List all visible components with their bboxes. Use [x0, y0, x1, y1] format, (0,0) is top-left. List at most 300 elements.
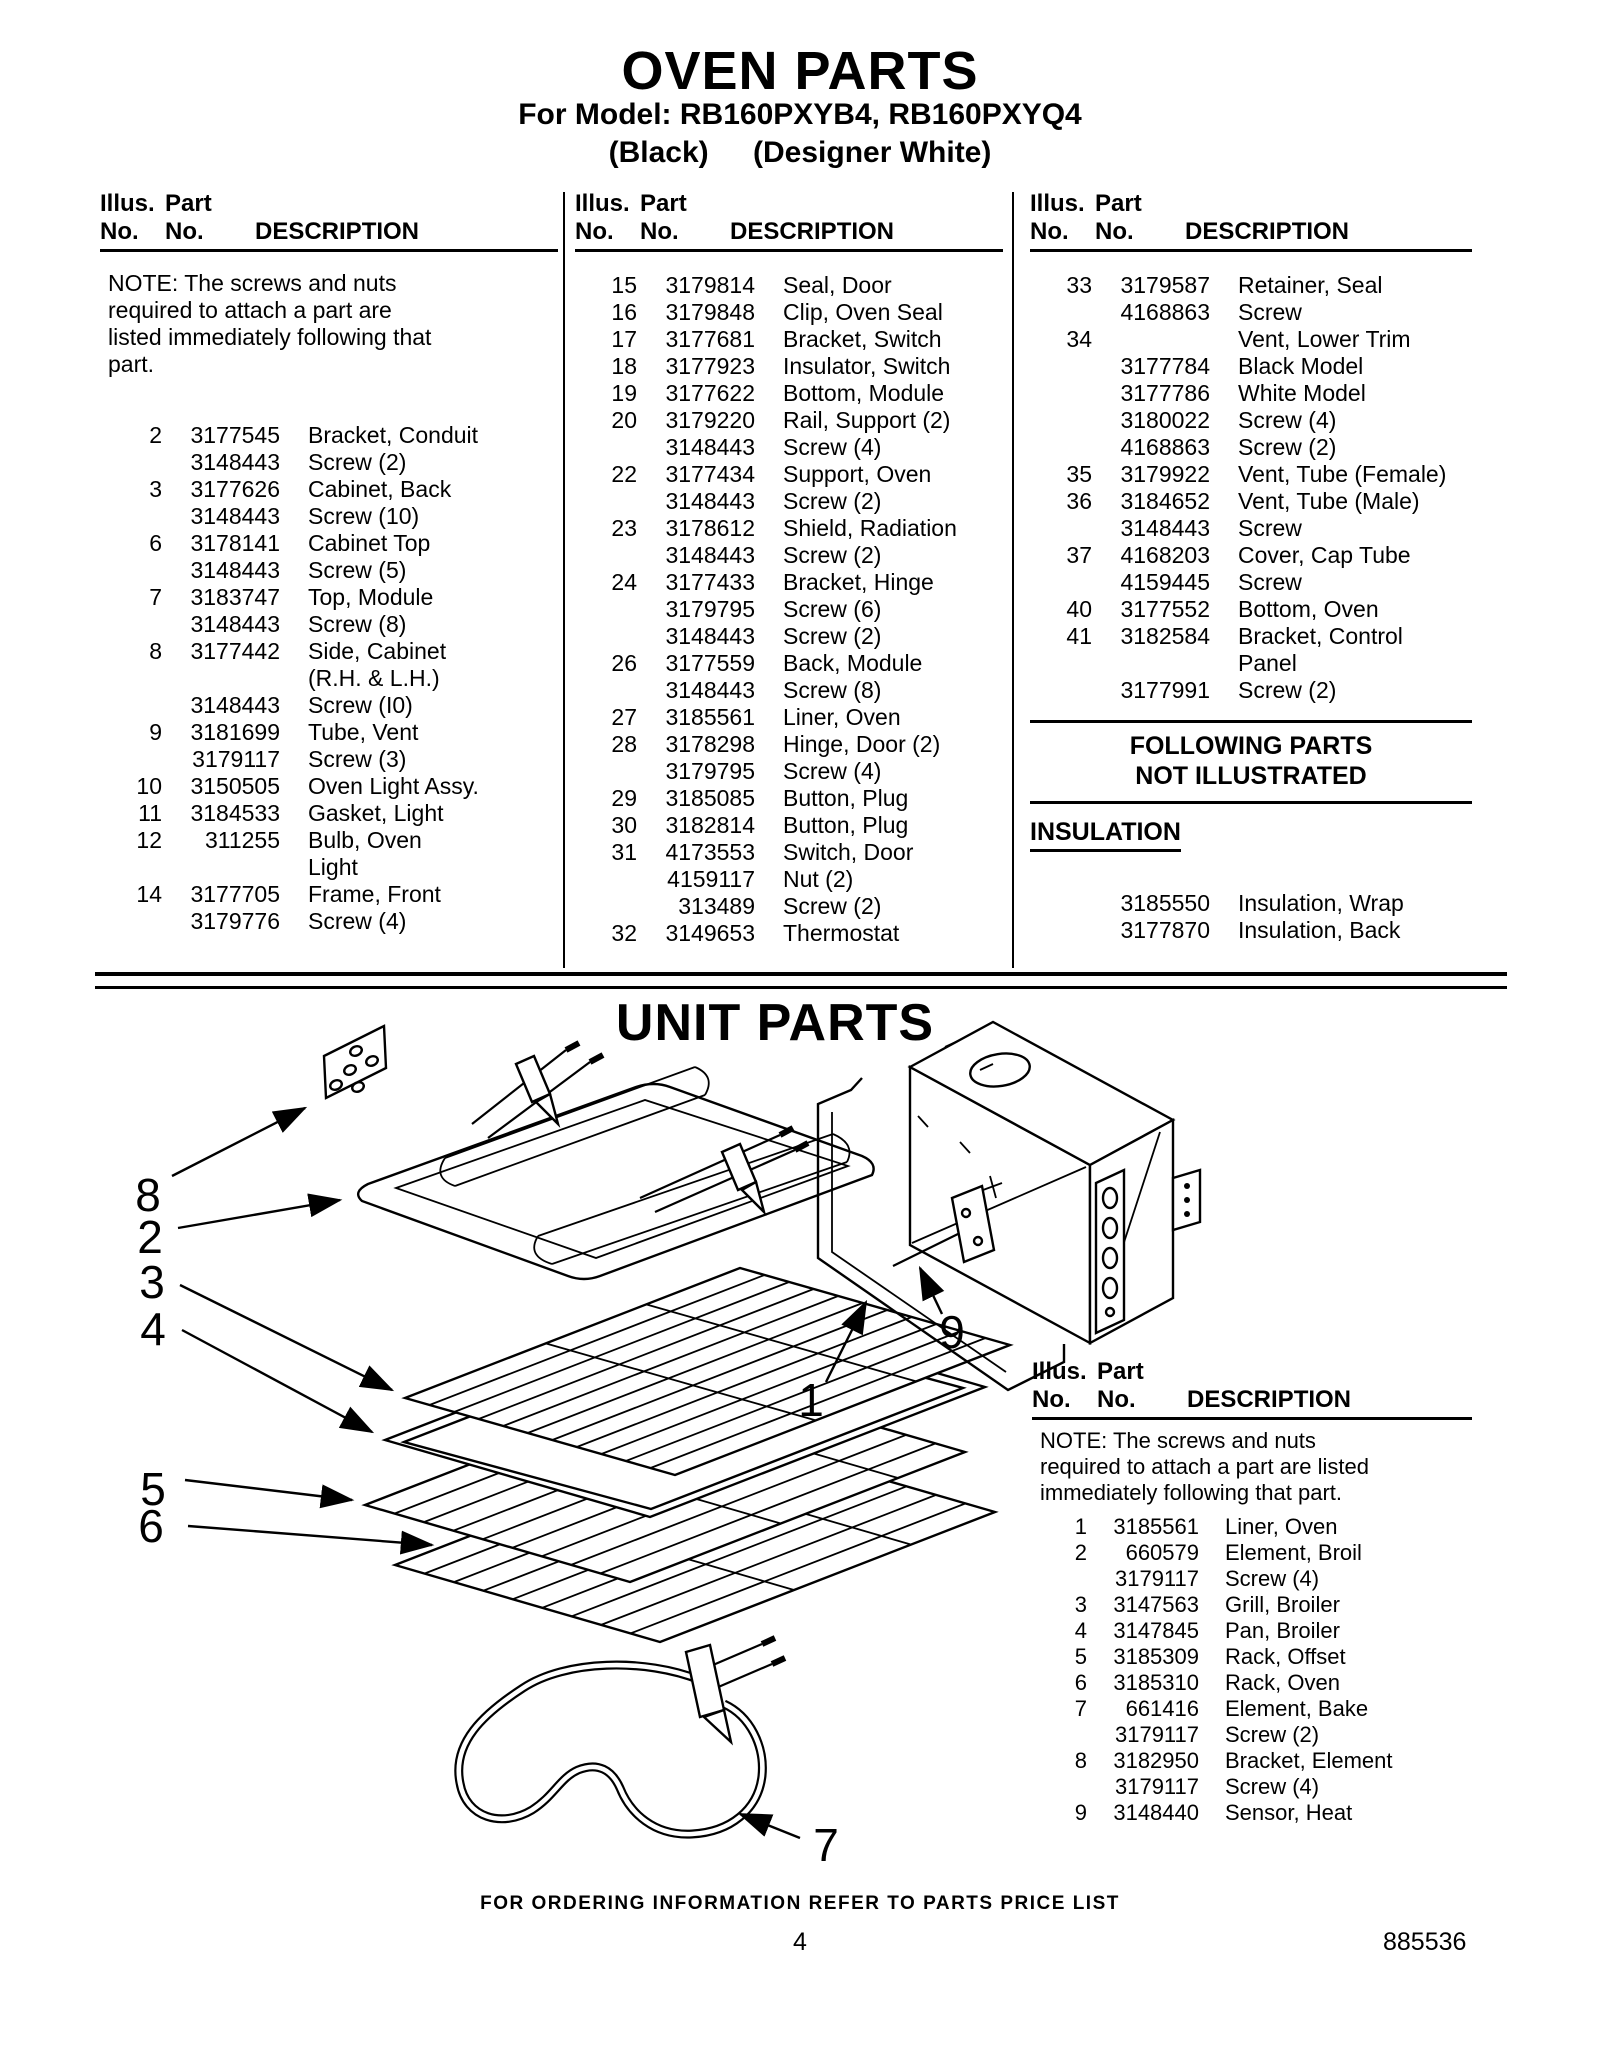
part-no-cell: 4159117: [667, 866, 755, 892]
illus-no-cell: [575, 542, 637, 569]
description-cell: Screw (4): [783, 434, 882, 460]
illus-no-cell: 22: [611, 461, 637, 487]
illus-no-cell: 7: [149, 584, 162, 610]
illus-no-cell: [100, 611, 162, 638]
variant-line: [0, 136, 1600, 170]
part-no-cell: 3179587: [1120, 272, 1210, 298]
parts-row: [100, 422, 558, 449]
part-no-cell: 3177991: [1120, 677, 1210, 703]
part-no-cell: 3185561: [665, 704, 755, 730]
part-no-cell: 4168863: [1120, 434, 1210, 460]
illus-no-cell: [100, 449, 162, 476]
part-no-cell: 3177433: [665, 569, 755, 595]
parts-rows: [575, 272, 1003, 947]
illus-no-cell: 15: [611, 272, 637, 298]
description-cell: Bracket, Control: [1238, 623, 1403, 649]
parts-row: [575, 272, 1003, 299]
part-no-cell: 3184652: [1120, 488, 1210, 514]
parts-row: [1030, 488, 1472, 515]
description-cell: Bracket, Conduit: [308, 422, 479, 448]
header-no: No.: [1030, 218, 1069, 245]
description-cell: Insulation, Back: [1238, 917, 1401, 943]
parts-row: [1032, 1722, 1472, 1748]
part-no-cell: 3150505: [190, 773, 280, 799]
parts-row: [575, 407, 1003, 434]
illus-no-cell: [1032, 1774, 1087, 1800]
description-cell: Bracket, Hinge: [783, 569, 934, 595]
parts-row: [575, 353, 1003, 380]
illus-no-cell: [575, 758, 637, 785]
parts-row: [1032, 1696, 1472, 1722]
illus-no-cell: 16: [611, 299, 637, 325]
description-cell: Rack, Oven: [1225, 1670, 1340, 1695]
parts-row: [575, 785, 1003, 812]
parts-row: [100, 665, 558, 692]
description-cell: Top, Module: [308, 584, 434, 610]
description-cell: Pan, Broiler: [1225, 1618, 1340, 1643]
parts-row: [575, 677, 1003, 704]
description-cell: Support, Oven: [783, 461, 932, 487]
diagram-label-8: 8: [135, 1169, 161, 1221]
parts-column-2: [575, 190, 1003, 947]
description-cell: Rail, Support (2): [783, 407, 951, 433]
table-header: [1030, 190, 1472, 252]
description-cell: Vent, Lower Trim: [1238, 326, 1411, 352]
header-no: No.: [640, 218, 679, 245]
description-cell: White Model: [1238, 380, 1366, 406]
parts-row: [1032, 1514, 1472, 1540]
part-no-cell: 3148443: [190, 611, 280, 637]
part-no-cell: 3179848: [665, 299, 755, 325]
insulation-heading: INSULATION: [1030, 818, 1181, 852]
header-illus: Illus.: [1032, 1358, 1087, 1385]
description-cell: Cabinet, Back: [308, 476, 452, 502]
page-number: 4: [793, 1928, 807, 1956]
header-description: DESCRIPTION: [730, 218, 895, 245]
parts-row: [1032, 1800, 1472, 1826]
illus-no-cell: [1030, 380, 1092, 407]
parts-row: [1030, 272, 1472, 299]
part-no-cell: 3179117: [1114, 1722, 1199, 1747]
part-no-cell: 3185550: [1120, 890, 1210, 916]
diagram-label-5: 5: [140, 1463, 166, 1515]
header-part: Part: [640, 190, 687, 217]
illus-no-cell: 35: [1066, 461, 1092, 487]
parts-row: [100, 719, 558, 746]
part-no-cell: 3177705: [190, 881, 280, 907]
part-no-cell: [1092, 650, 1210, 677]
illus-no-cell: [575, 434, 637, 461]
header-part: Part: [1095, 190, 1142, 217]
description-cell: Screw (2): [783, 542, 882, 568]
illus-no-cell: 33: [1066, 272, 1092, 298]
part-no-cell: [162, 854, 280, 881]
parts-row: [1030, 461, 1472, 488]
part-no-cell: 3179220: [665, 407, 755, 433]
part-no-cell: 3185310: [1113, 1670, 1199, 1695]
header-no: No.: [1095, 218, 1134, 245]
description-cell: Screw (2): [308, 449, 407, 475]
parts-row: [575, 839, 1003, 866]
illus-no-cell: 7: [1074, 1696, 1087, 1721]
illus-no-cell: [1030, 677, 1092, 704]
illus-no-cell: 3: [149, 476, 162, 502]
variant-white: (Designer White): [753, 136, 992, 169]
parts-row: [575, 623, 1003, 650]
ordering-note: FOR ORDERING INFORMATION REFER TO PARTS PRICE LIST: [480, 1893, 1120, 1914]
description-cell: Thermostat: [783, 920, 900, 946]
header-illus: Illus.: [100, 190, 155, 217]
parts-row: [1030, 890, 1472, 917]
description-cell: Frame, Front: [308, 881, 441, 907]
parts-column-1: [100, 190, 558, 935]
following-parts-line1: FOLLOWING PARTS: [1129, 732, 1373, 760]
illus-no-cell: [100, 746, 162, 773]
illus-no-cell: 41: [1066, 623, 1092, 649]
page-title: OVEN PARTS: [621, 41, 979, 101]
description-cell: Tube, Vent: [308, 719, 419, 745]
description-cell: Insulator, Switch: [783, 353, 951, 379]
illus-no-cell: [100, 908, 162, 935]
diagram-label-6: 6: [138, 1500, 164, 1552]
illus-no-cell: [575, 677, 637, 704]
illus-no-cell: 31: [611, 839, 637, 865]
description-cell: Screw (8): [308, 611, 407, 637]
part-no-cell: 3177559: [665, 650, 755, 676]
table-header: [100, 190, 558, 252]
part-no-cell: 3179117: [192, 746, 280, 772]
description-cell: Sensor, Heat: [1225, 1800, 1353, 1825]
parts-row: [100, 611, 558, 638]
illus-no-cell: 40: [1066, 596, 1092, 622]
part-no-cell: 313489: [678, 893, 755, 919]
header-no: No.: [165, 218, 204, 245]
description-cell: Liner, Oven: [1225, 1514, 1338, 1539]
section-rule: [95, 986, 1507, 989]
part-no-cell: 3148443: [665, 488, 755, 514]
illus-no-cell: [1030, 917, 1092, 944]
illus-no-cell: [575, 488, 637, 515]
note-text: NOTE: The screws and nuts required to attach a part are listed immediately following that part.: [108, 270, 432, 377]
part-no-cell: 3148443: [665, 623, 755, 649]
table-header: [1032, 1358, 1472, 1420]
part-no-cell: 3179922: [1120, 461, 1210, 487]
illus-no-cell: 26: [611, 650, 637, 676]
parts-row: [100, 449, 558, 476]
description-cell: Shield, Radiation: [783, 515, 957, 541]
description-cell: Bracket, Element: [1225, 1748, 1393, 1773]
description-cell: Screw (2): [1225, 1722, 1320, 1747]
illus-no-cell: 24: [611, 569, 637, 595]
description-cell: Panel: [1238, 650, 1297, 676]
description-cell: Screw (6): [783, 596, 882, 622]
part-no-cell: 3185561: [1113, 1514, 1199, 1539]
parts-row: [575, 758, 1003, 785]
illus-no-cell: [1030, 569, 1092, 596]
parts-row: [575, 704, 1003, 731]
diagram-label-4: 4: [140, 1303, 166, 1355]
illus-no-cell: 8: [149, 638, 162, 664]
parts-row: [575, 380, 1003, 407]
parts-row: [575, 434, 1003, 461]
description-cell: Black Model: [1238, 353, 1364, 379]
part-no-cell: 3182584: [1120, 623, 1210, 649]
illus-no-cell: 27: [611, 704, 637, 730]
illus-no-cell: 18: [611, 353, 637, 379]
description-cell: Screw (8): [783, 677, 882, 703]
parts-row: [1032, 1774, 1472, 1800]
description-cell: Bottom, Oven: [1238, 596, 1379, 622]
description-cell: Light: [308, 854, 358, 880]
diagram-label-3: 3: [139, 1256, 165, 1308]
insulation-rows: [1030, 890, 1472, 944]
parts-row: [100, 800, 558, 827]
description-cell: Screw (2): [783, 488, 882, 514]
part-no-cell: 3148440: [1113, 1800, 1199, 1825]
part-no-cell: 3178141: [190, 530, 280, 556]
parts-row: [1030, 677, 1472, 704]
parts-row: [575, 326, 1003, 353]
header-description: DESCRIPTION: [1185, 218, 1350, 245]
description-cell: Bottom, Module: [783, 380, 945, 406]
part-no-cell: 3179117: [1114, 1566, 1199, 1591]
parts-row: [575, 569, 1003, 596]
part-no-cell: 3178612: [665, 515, 755, 541]
part-no-cell: 3177681: [665, 326, 755, 352]
description-cell: Vent, Tube (Female): [1238, 461, 1447, 487]
illus-no-cell: 2: [1074, 1540, 1087, 1565]
header-part: Part: [1097, 1358, 1144, 1385]
description-cell: Element, Bake: [1225, 1696, 1369, 1721]
parts-row: [1032, 1618, 1472, 1644]
description-cell: (R.H. & L.H.): [308, 665, 440, 691]
part-no-cell: 660579: [1125, 1540, 1199, 1565]
illus-no-cell: [1032, 1566, 1087, 1592]
element-bracket-shape: [324, 1026, 386, 1098]
description-cell: Seal, Door: [783, 272, 892, 298]
parts-row: [100, 827, 558, 854]
part-no-cell: 3183747: [190, 584, 280, 610]
part-no-cell: 3148443: [190, 503, 280, 529]
part-no-cell: 3179795: [665, 758, 755, 784]
part-no-cell: 3177545: [190, 422, 280, 448]
description-cell: Screw (4): [783, 758, 882, 784]
illus-no-cell: 6: [1074, 1670, 1087, 1695]
part-no-cell: 3185085: [665, 785, 755, 811]
illus-no-cell: 37: [1066, 542, 1092, 568]
parts-row: [575, 488, 1003, 515]
header-part: Part: [165, 190, 212, 217]
parts-row: [1030, 407, 1472, 434]
part-no-cell: 3177434: [665, 461, 755, 487]
illus-no-cell: [1030, 407, 1092, 434]
parts-row: [1030, 917, 1472, 944]
illus-no-cell: [1030, 890, 1092, 917]
description-cell: Element, Broil: [1225, 1540, 1362, 1565]
part-no-cell: 3148443: [190, 557, 280, 583]
description-cell: Screw (2): [1238, 434, 1337, 460]
description-cell: Switch, Door: [783, 839, 914, 865]
illus-no-cell: 12: [136, 827, 162, 853]
description-cell: Screw: [1238, 515, 1302, 541]
header-no: No.: [575, 218, 614, 245]
parts-row: [100, 584, 558, 611]
part-no-cell: 3185309: [1113, 1644, 1199, 1669]
parts-row: [1030, 434, 1472, 461]
parts-row: [1032, 1670, 1472, 1696]
part-no-cell: 3177786: [1120, 380, 1210, 406]
description-cell: Gasket, Light: [308, 800, 444, 826]
parts-row: [1032, 1644, 1472, 1670]
broil-element-shape: [358, 1043, 873, 1279]
illus-no-cell: 10: [136, 773, 162, 799]
parts-row: [575, 650, 1003, 677]
illus-no-cell: 29: [611, 785, 637, 811]
parts-row: [1032, 1748, 1472, 1774]
description-cell: Hinge, Door (2): [783, 731, 941, 757]
illus-no-cell: [1030, 299, 1092, 326]
parts-row: [1032, 1566, 1472, 1592]
illus-no-cell: 9: [1074, 1800, 1087, 1825]
illus-no-cell: [1030, 353, 1092, 380]
parts-row: [100, 881, 558, 908]
illus-no-cell: 20: [611, 407, 637, 433]
illus-no-cell: 2: [149, 422, 162, 448]
header-description: DESCRIPTION: [1187, 1386, 1352, 1413]
illus-no-cell: 32: [611, 920, 637, 946]
description-cell: Oven Light Assy.: [308, 773, 479, 799]
part-no-cell: 3177626: [190, 476, 280, 502]
part-no-cell: 3184533: [190, 800, 280, 826]
part-no-cell: 3179795: [665, 596, 755, 622]
illus-no-cell: 8: [1074, 1748, 1087, 1773]
illus-no-cell: [1030, 515, 1092, 542]
model-line: For Model: RB160PXYB4, RB160PXYQ4: [518, 98, 1082, 131]
illus-no-cell: [1030, 650, 1092, 677]
illus-no-cell: 19: [611, 380, 637, 406]
header-no: No.: [1097, 1386, 1136, 1413]
description-cell: Nut (2): [783, 866, 854, 892]
part-no-cell: 3177870: [1120, 917, 1210, 943]
following-parts-heading: [1030, 731, 1472, 791]
illus-no-cell: [100, 557, 162, 584]
description-cell: Bracket, Switch: [783, 326, 942, 352]
header-no: No.: [1032, 1386, 1071, 1413]
description-cell: Clip, Oven Seal: [783, 299, 943, 325]
illus-no-cell: 6: [149, 530, 162, 556]
parts-rows: [100, 422, 558, 935]
part-no-cell: 3179117: [1114, 1774, 1199, 1799]
parts-row: [575, 515, 1003, 542]
parts-row: [575, 893, 1003, 920]
part-no-cell: 3177442: [190, 638, 280, 664]
description-cell: Screw: [1238, 569, 1302, 595]
variant-black: (Black): [608, 136, 709, 169]
part-no-cell: 3147563: [1113, 1592, 1199, 1617]
parts-rows: [1032, 1514, 1472, 1826]
unit-parts-title: UNIT PARTS: [615, 994, 935, 1052]
parts-row: [1032, 1540, 1472, 1566]
description-cell: Screw (10): [308, 503, 420, 529]
part-no-cell: 3179814: [665, 272, 755, 298]
part-no-cell: 3181699: [190, 719, 280, 745]
parts-row: [575, 812, 1003, 839]
part-no-cell: 3177784: [1120, 353, 1210, 379]
illus-no-cell: [100, 665, 162, 692]
illus-no-cell: [100, 854, 162, 881]
illus-no-cell: [100, 692, 162, 719]
part-no-cell: 4168203: [1120, 542, 1210, 568]
part-no-cell: 3148443: [190, 692, 280, 718]
description-cell: Screw (4): [1225, 1774, 1320, 1799]
part-no-cell: 3147845: [1113, 1618, 1199, 1643]
illus-no-cell: [100, 503, 162, 530]
description-cell: Side, Cabinet: [308, 638, 447, 664]
document-number: 885536: [1383, 1928, 1467, 1956]
description-cell: Retainer, Seal: [1238, 272, 1383, 298]
illus-no-cell: 3: [1074, 1592, 1087, 1617]
part-no-cell: 3182950: [1113, 1748, 1199, 1773]
divider-rule: [1030, 720, 1472, 723]
parts-row: [100, 773, 558, 800]
header-no: No.: [100, 218, 139, 245]
parts-row: [1030, 542, 1472, 569]
parts-row: [575, 596, 1003, 623]
description-cell: Rack, Offset: [1225, 1644, 1346, 1669]
parts-row: [1030, 596, 1472, 623]
illus-no-cell: 1: [1074, 1514, 1087, 1539]
parts-row: [100, 638, 558, 665]
description-cell: Screw (4): [1225, 1566, 1320, 1591]
parts-row: [575, 866, 1003, 893]
part-no-cell: 3148443: [665, 542, 755, 568]
description-cell: Screw (4): [1238, 407, 1337, 433]
description-cell: Liner, Oven: [783, 704, 901, 730]
illus-no-cell: [575, 596, 637, 623]
unit-parts-table: [1032, 1358, 1472, 1826]
illus-no-cell: 5: [1074, 1644, 1087, 1669]
diagram-label-9: 9: [939, 1306, 965, 1358]
parts-row: [1032, 1592, 1472, 1618]
description-cell: Screw (5): [308, 557, 407, 583]
parts-row: [100, 908, 558, 935]
illus-no-cell: 23: [611, 515, 637, 541]
column-divider: [563, 192, 565, 968]
header-description: DESCRIPTION: [255, 218, 420, 245]
part-no-cell: 3177923: [665, 353, 755, 379]
parts-row: [1030, 650, 1472, 677]
illus-no-cell: [575, 893, 637, 920]
section-rule: [95, 972, 1507, 976]
illus-no-cell: 14: [136, 881, 162, 907]
part-no-cell: 3148443: [1120, 515, 1210, 541]
part-no-cell: [1092, 326, 1210, 353]
bake-element-shape: [459, 1638, 785, 1834]
parts-row: [100, 746, 558, 773]
description-cell: Button, Plug: [783, 785, 909, 811]
part-no-cell: 3149653: [665, 920, 755, 946]
description-cell: Screw (3): [308, 746, 407, 772]
diagram-label-2: 2: [137, 1211, 163, 1263]
parts-row: [1030, 353, 1472, 380]
parts-row: [575, 461, 1003, 488]
diagram-label-7: 7: [813, 1819, 839, 1871]
description-cell: Vent, Tube (Male): [1238, 488, 1420, 514]
following-parts-line2: NOT ILLUSTRATED: [1135, 762, 1367, 790]
illus-no-cell: 28: [611, 731, 637, 757]
part-no-cell: 3179776: [190, 908, 280, 934]
table-header: [575, 190, 1003, 252]
